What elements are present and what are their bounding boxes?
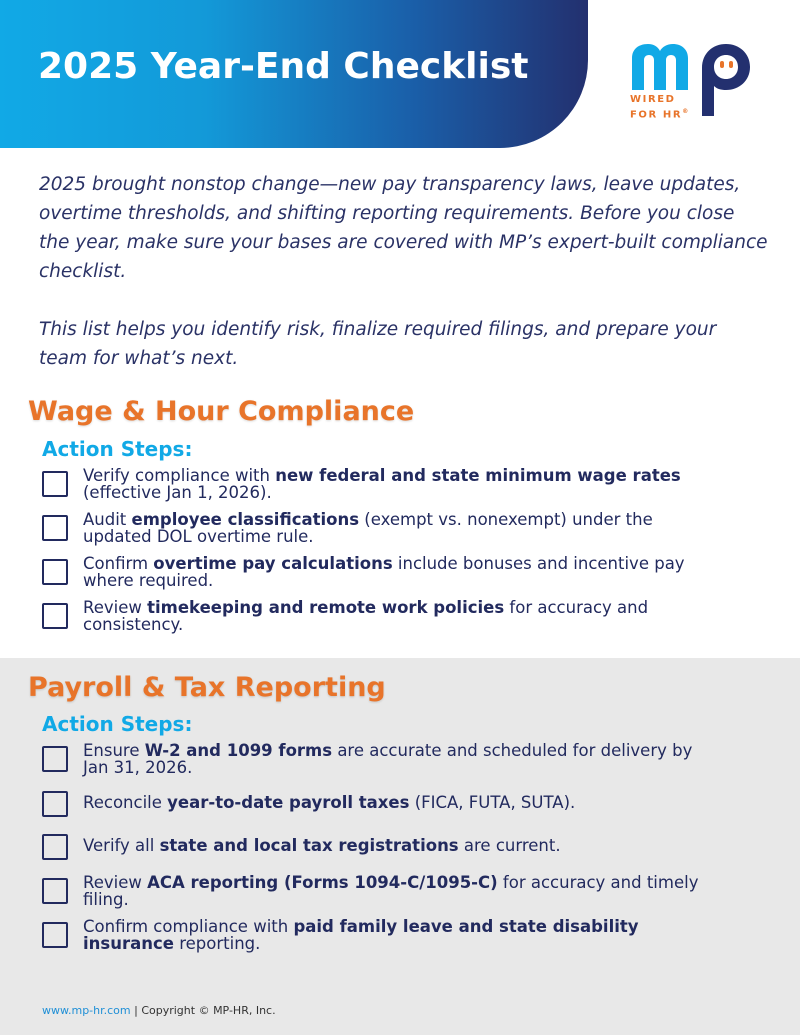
- section-title-payroll-tax: Payroll & Tax Reporting: [28, 672, 386, 703]
- logo-tagline-line2: FOR HR®: [630, 108, 689, 121]
- checkbox[interactable]: [42, 515, 68, 541]
- checkbox[interactable]: [42, 559, 68, 585]
- header-banner: [0, 0, 588, 148]
- checkbox[interactable]: [42, 603, 68, 629]
- website-link[interactable]: www.mp-hr.com: [42, 1004, 131, 1017]
- checklist-item-text: Reconcile year-to-date payroll taxes (FICA, FUTA, SUTA).: [83, 793, 576, 812]
- intro-paragraph: This list helps you identify risk, finalize required filings, and prepare your team for what’s next.: [39, 319, 717, 369]
- footer: [42, 1004, 276, 1017]
- checklist-item-text: Verify all state and local tax registrations are current.: [83, 836, 561, 855]
- section-title-wage-hour: Wage & Hour Compliance: [28, 396, 415, 427]
- checkbox[interactable]: [42, 878, 68, 904]
- checklist-item-text: Audit employee classifications (exempt vs. nonexempt) under the updated DOL overtime rule.: [83, 510, 653, 546]
- logo-tagline-line1: WIRED: [630, 94, 676, 105]
- checklist-item-text: Ensure W-2 and 1099 forms are accurate and scheduled for delivery by Jan 31, 2026.: [83, 741, 693, 777]
- intro-text: [39, 170, 769, 373]
- checkbox[interactable]: [42, 791, 68, 817]
- checkbox[interactable]: [42, 922, 68, 948]
- action-steps-label: Action Steps:: [42, 712, 193, 736]
- action-steps-label: Action Steps:: [42, 437, 193, 461]
- mp-logo: [626, 40, 756, 122]
- intro-paragraph: 2025 brought nonstop change—new pay transparency laws, leave updates, overtime thresholds, and shifting reporting requirements. Before you close the year, make sure your bases are covered with MP’s expert-built compliance checklist.: [39, 174, 768, 282]
- checkbox[interactable]: [42, 834, 68, 860]
- checklist-item-text: Confirm overtime pay calculations include bonuses and incentive pay where required.: [83, 554, 685, 590]
- checkbox[interactable]: [42, 471, 68, 497]
- checklist-item-text: Confirm compliance with paid family leave and state disability insurance reporting.: [83, 917, 639, 953]
- checklist-item-text: Review ACA reporting (Forms 1094-C/1095-C) for accuracy and timely filing.: [83, 873, 699, 909]
- checklist-item-text: Verify compliance with new federal and state minimum wage rates (effective Jan 1, 2026).: [83, 466, 681, 502]
- logo-tagline: [630, 94, 688, 121]
- footer-separator: |: [130, 1004, 142, 1017]
- copyright-text: Copyright © MP-HR, Inc.: [141, 1004, 276, 1017]
- checklist-item-text: Review timekeeping and remote work policies for accuracy and consistency.: [83, 598, 649, 634]
- page-title: 2025 Year-End Checklist: [38, 46, 529, 87]
- checkbox[interactable]: [42, 746, 68, 772]
